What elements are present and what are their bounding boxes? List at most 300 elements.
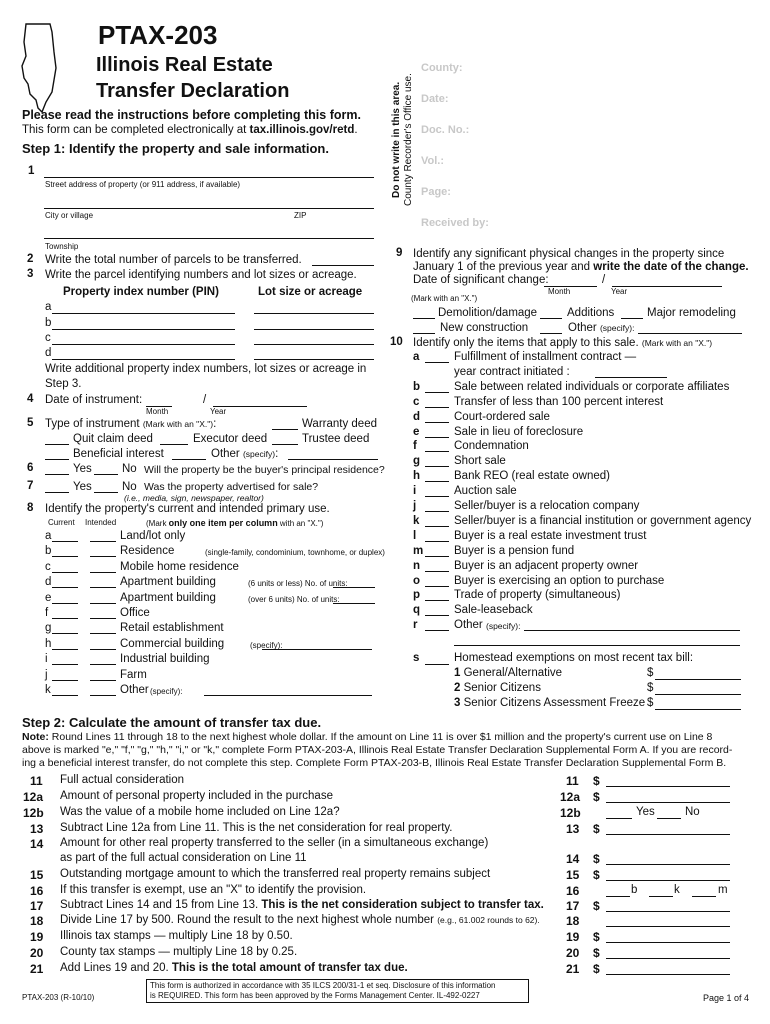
step2-line-ref: 11 xyxy=(566,774,579,788)
line7-question: Was the property advertised for sale? xyxy=(144,481,319,493)
step2-dollar-sign: $ xyxy=(593,868,600,882)
step2-dollar-sign: $ xyxy=(593,852,600,866)
use-intended-h[interactable] xyxy=(90,649,116,650)
use-field-h[interactable] xyxy=(262,649,372,650)
trustee-deed-checkbox[interactable] xyxy=(272,444,298,445)
step2-amount-field[interactable] xyxy=(606,834,730,835)
exemption-dollar-3: $ xyxy=(647,697,654,709)
line8-text: Identify the property's current and intended primary use. xyxy=(45,503,330,515)
item-label-e: Sale in lieu of foreclosure xyxy=(454,426,584,438)
line7-yes-label: Yes xyxy=(73,481,92,493)
illinois-map-icon xyxy=(20,22,60,114)
electronic-suffix: . xyxy=(354,124,358,136)
recorder-received-by: Received by: xyxy=(421,217,489,229)
line5-text xyxy=(45,418,216,430)
step2-dollar-sign: $ xyxy=(593,822,600,836)
step2-line-label: Outstanding mortgage amount to which the transferred real property remains subject xyxy=(60,868,491,880)
step2-line-text xyxy=(60,962,408,974)
mobile-home-no-label: No xyxy=(685,806,700,818)
use-current-j[interactable] xyxy=(52,680,78,681)
recorder-county: County: xyxy=(421,62,463,74)
line10-text xyxy=(413,337,712,349)
lot-size-header: Lot size or acreage xyxy=(258,286,363,298)
item-r-field-2[interactable] xyxy=(454,645,740,646)
step2-line-label: as part of the full actual consideration on Line 11 xyxy=(60,852,307,864)
demolition-checkbox[interactable] xyxy=(413,318,435,319)
mobile-home-yes-checkbox[interactable] xyxy=(606,818,632,819)
step2-line-number: 20 xyxy=(30,946,44,960)
step2-line-number: 21 xyxy=(30,962,44,976)
use-intended-i[interactable] xyxy=(90,664,116,665)
use-letter-k: k xyxy=(45,684,51,696)
line10-mark-note: (Mark with an "X.") xyxy=(641,338,713,348)
pin-d-field[interactable] xyxy=(52,359,235,360)
lot-d-field[interactable] xyxy=(254,359,374,360)
step2-amount-field[interactable] xyxy=(606,880,730,881)
use-label-e: Apartment building xyxy=(120,592,216,604)
contract-year-field[interactable] xyxy=(595,377,667,378)
step2-line-text xyxy=(60,790,333,802)
exemption-number: 3 xyxy=(454,697,461,709)
use-letter-g: g xyxy=(45,622,52,634)
beneficial-interest-checkbox[interactable] xyxy=(45,459,69,460)
item-label-c: Transfer of less than 100 percent interest xyxy=(454,396,664,408)
item-label-k: Seller/buyer is a financial institution or government agency xyxy=(454,515,752,527)
exempt-k-checkbox[interactable] xyxy=(649,896,673,897)
line4-number: 4 xyxy=(27,393,34,405)
line8-mark-pre: (Mark xyxy=(146,519,169,528)
exemption-number: 2 xyxy=(454,682,461,694)
additional-pins-1: Write additional property index numbers, lot sizes or acreage in xyxy=(45,363,367,375)
step2-line-number: 17 xyxy=(30,899,44,913)
use-intended-c[interactable] xyxy=(90,572,116,573)
exemption-number: 1 xyxy=(454,667,461,679)
use-intended-j[interactable] xyxy=(90,680,116,681)
use-label-h: Commercial building xyxy=(120,638,225,650)
step2-line-ref: 12a xyxy=(560,790,581,804)
step2-note-1 xyxy=(22,731,712,743)
step2-line-label: County tax stamps — multiply Line 18 by 0.25. xyxy=(60,946,298,958)
pin-letter-a: a xyxy=(45,301,52,313)
lot-b-field[interactable] xyxy=(254,329,374,330)
item-checkbox-f[interactable] xyxy=(425,451,449,452)
line5-colon: : xyxy=(213,418,217,430)
line2-text: Write the total number of parcels to be transferred. xyxy=(45,254,302,266)
item-checkbox-b[interactable] xyxy=(425,392,449,393)
step2-line-ref: 20 xyxy=(566,946,580,960)
use-intended-a[interactable] xyxy=(90,541,116,542)
step2-line-ref: 18 xyxy=(566,914,580,928)
quit-claim-checkbox[interactable] xyxy=(45,444,69,445)
line6-yes-checkbox[interactable] xyxy=(45,474,69,475)
line3-text: Write the parcel identifying numbers and lot sizes or acreage. xyxy=(45,269,357,281)
street-address-field[interactable] xyxy=(44,177,374,178)
item-checkbox-q[interactable] xyxy=(425,615,449,616)
use-current-e[interactable] xyxy=(52,603,78,604)
pin-header: Property index number (PIN) xyxy=(63,286,219,298)
use-intended-f[interactable] xyxy=(90,618,116,619)
line7-yes-checkbox[interactable] xyxy=(45,492,69,493)
line8-mark-post: with an "X.") xyxy=(277,519,324,528)
item-checkbox-r[interactable] xyxy=(425,630,449,631)
step2-line-text xyxy=(60,837,488,849)
line3-number: 3 xyxy=(27,268,34,280)
step2-note-label: Note: xyxy=(22,731,49,743)
exemption-amount-1[interactable] xyxy=(655,679,741,680)
use-note-b: (single-family, condominium, townhome, or duplex) xyxy=(205,548,385,557)
item-checkbox-e[interactable] xyxy=(425,437,449,438)
step2-line-label: Illinois tax stamps — multiply Line 18 by 0.50. xyxy=(60,930,293,942)
parcel-count-field[interactable] xyxy=(312,265,374,266)
other-instrument-colon: : xyxy=(275,448,279,460)
step2-line-number: 15 xyxy=(30,868,44,882)
recorder-vol: Vol.: xyxy=(421,155,445,167)
use-label-d: Apartment building xyxy=(120,576,216,588)
instrument-month-caption: Month xyxy=(146,407,169,416)
use-field-k[interactable] xyxy=(204,695,372,696)
use-letter-c: c xyxy=(45,561,51,573)
item-label-o: Buyer is exercising an option to purchase xyxy=(454,575,665,587)
step2-line-text xyxy=(60,868,490,880)
line6-no-label: No xyxy=(122,463,137,475)
other-change-text: Other xyxy=(568,322,597,334)
other-instrument-field[interactable] xyxy=(288,459,378,460)
item-letter-a: a xyxy=(413,351,420,363)
item-letter-n: n xyxy=(413,560,421,572)
warranty-deed-checkbox[interactable] xyxy=(272,429,298,430)
step2-line-ref: 13 xyxy=(566,822,580,836)
line9-text-1: Identify any significant physical changes in the property since xyxy=(413,248,725,260)
use-current-c[interactable] xyxy=(52,572,78,573)
intended-header: Intended xyxy=(85,518,117,527)
step2-dollar-sign: $ xyxy=(593,962,600,976)
form-revision: PTAX-203 (R-10/10) xyxy=(22,993,95,1002)
item-letter-b: b xyxy=(413,381,421,393)
step2-line-number: 12b xyxy=(23,806,44,820)
step2-amount-field[interactable] xyxy=(606,802,730,803)
step2-line-number: 19 xyxy=(30,930,44,944)
step2-line-label: Full actual consideration xyxy=(60,774,185,786)
step2-line-ref: 19 xyxy=(566,930,580,944)
use-label-c: Mobile home residence xyxy=(120,561,239,573)
step2-line-ref: 15 xyxy=(566,868,580,882)
step2-line-bold: This is the total amount of transfer tax due. xyxy=(171,962,408,974)
use-label-a: Land/lot only xyxy=(120,530,186,542)
step2-line-text xyxy=(60,930,293,942)
other-instrument-text: Other xyxy=(211,448,240,460)
item-label-m: Buyer is a pension fund xyxy=(454,545,575,557)
use-letter-a: a xyxy=(45,530,52,542)
item-checkbox-j[interactable] xyxy=(425,511,449,512)
line8-mark-note xyxy=(146,518,323,528)
change-year-field[interactable] xyxy=(612,286,722,287)
remodeling-checkbox[interactable] xyxy=(621,318,643,319)
step2-line-text xyxy=(60,899,544,911)
line10-label: Identify only the items that apply to this sale. xyxy=(413,337,639,349)
step2-amount-field[interactable] xyxy=(606,864,730,865)
step2-line-label: Amount for other real property transferred to the seller (in a simultaneous exchange) xyxy=(60,837,489,849)
step2-line-text xyxy=(60,852,307,864)
use-label-k: Other xyxy=(120,684,149,696)
item-checkbox-d[interactable] xyxy=(425,422,449,423)
pin-b-field[interactable] xyxy=(52,329,235,330)
line5-label: Type of instrument xyxy=(45,418,140,430)
line10-number: 10 xyxy=(390,336,403,348)
other-instrument-specify: (specify) xyxy=(242,449,276,459)
use-letter-d: d xyxy=(45,576,52,588)
item-label-p: Trade of property (simultaneous) xyxy=(454,589,621,601)
item-checkbox-c[interactable] xyxy=(425,407,449,408)
executor-deed-checkbox[interactable] xyxy=(160,444,188,445)
beneficial-interest-label: Beneficial interest xyxy=(73,448,164,460)
step2-heading: Step 2: Calculate the amount of transfer tax due. xyxy=(22,715,322,730)
pin-letter-c: c xyxy=(45,332,51,344)
use-intended-g[interactable] xyxy=(90,633,116,634)
step2-line-ref: 16 xyxy=(566,884,580,898)
line1-number: 1 xyxy=(28,165,35,177)
step2-line-ref: 17 xyxy=(566,899,580,913)
item-checkbox-k[interactable] xyxy=(425,526,449,527)
use-intended-e[interactable] xyxy=(90,603,116,604)
step2-dollar-sign: $ xyxy=(593,899,600,913)
use-label-g: Retail establishment xyxy=(120,622,224,634)
line4-text: Date of instrument: xyxy=(45,394,143,406)
use-note-e: (over 6 units) No. of units: xyxy=(248,595,340,604)
exemption-label: Senior Citizens xyxy=(463,682,541,694)
other-change-checkbox[interactable] xyxy=(540,333,562,334)
other-change-specify: (specify): xyxy=(599,323,635,333)
step2-amount-field[interactable] xyxy=(606,942,730,943)
step2-line-label: Was the value of a mobile home included on Line 12a? xyxy=(60,806,340,818)
use-current-h[interactable] xyxy=(52,649,78,650)
item-r-specify: (specify): xyxy=(486,621,521,631)
step2-amount-field[interactable] xyxy=(606,974,730,975)
item-label-d: Court-ordered sale xyxy=(454,411,550,423)
item-label-r: Other xyxy=(454,619,483,631)
step2-amount-field[interactable] xyxy=(606,926,730,927)
item-label-g: Short sale xyxy=(454,455,506,467)
step2-line-ref: 14 xyxy=(566,852,580,866)
item-letter-e: e xyxy=(413,426,420,438)
step2-line-number: 16 xyxy=(30,884,44,898)
use-current-b[interactable] xyxy=(52,556,78,557)
step2-line-text xyxy=(60,806,340,818)
use-intended-k[interactable] xyxy=(90,695,116,696)
use-current-i[interactable] xyxy=(52,664,78,665)
item-letter-i: i xyxy=(413,485,417,497)
pin-c-field[interactable] xyxy=(52,344,235,345)
step2-note-text-1: Round Lines 11 through 18 to the next highest whole dollar. If the amount on Line 11 is over $1 million and the property's current use on Line 8 xyxy=(51,731,713,743)
use-letter-e: e xyxy=(45,592,52,604)
form-title-line2: Transfer Declaration xyxy=(96,80,290,102)
step2-line-text xyxy=(60,884,366,896)
step2-line-bold: This is the net consideration subject to transfer tax. xyxy=(261,899,544,911)
item-label-j: Seller/buyer is a relocation company xyxy=(454,500,640,512)
use-current-k[interactable] xyxy=(52,695,78,696)
item-letter-r: r xyxy=(413,619,418,631)
additions-checkbox[interactable] xyxy=(540,318,562,319)
lot-c-field[interactable] xyxy=(254,344,374,345)
item-checkbox-g[interactable] xyxy=(425,466,449,467)
item-checkbox-a[interactable] xyxy=(425,362,449,363)
use-field-e[interactable] xyxy=(333,603,375,604)
item-label-h: Bank REO (real estate owned) xyxy=(454,470,610,482)
city-caption: City or village xyxy=(45,211,94,220)
use-label-f: Office xyxy=(120,607,150,619)
form-id: PTAX-203 xyxy=(98,20,218,50)
item-r-field[interactable] xyxy=(524,630,740,631)
line5-number: 5 xyxy=(27,417,34,429)
use-letter-f: f xyxy=(45,607,49,619)
step2-line-number: 11 xyxy=(30,774,43,788)
line6-number: 6 xyxy=(27,462,34,474)
other-instrument-checkbox[interactable] xyxy=(172,459,206,460)
page-number: Page 1 of 4 xyxy=(703,993,750,1003)
use-note-h: (specify): xyxy=(250,641,283,650)
item-checkbox-h[interactable] xyxy=(425,481,449,482)
electronic-prefix: This form can be completed electronically at xyxy=(22,124,250,136)
use-letter-b: b xyxy=(45,545,52,557)
trustee-deed-label: Trustee deed xyxy=(302,433,370,445)
lot-a-field[interactable] xyxy=(254,313,374,314)
demolition-label: Demolition/damage xyxy=(438,307,538,319)
use-label-i: Industrial building xyxy=(120,653,210,665)
step2-line-text xyxy=(60,946,297,958)
step2-line-label: Add Lines 19 and 20. xyxy=(60,962,172,974)
exempt-b-label: b xyxy=(631,884,638,896)
use-letter-j: j xyxy=(45,669,48,681)
township-field[interactable] xyxy=(44,238,374,239)
step2-line-ref: 21 xyxy=(566,962,580,976)
item-checkbox-m[interactable] xyxy=(425,556,449,557)
item-checkbox-p[interactable] xyxy=(425,600,449,601)
use-note-k: (specify): xyxy=(150,687,183,696)
city-zip-field[interactable] xyxy=(44,208,374,209)
line6-yes-label: Yes xyxy=(73,463,92,475)
exemption-3 xyxy=(454,697,645,709)
step2-note-2: above is marked "e," "f," "g," "h," "i," or "k," complete Form PTAX-203-A, Illinois Real Estate Transfer Declaration Supplemental Form A. If you are record- xyxy=(22,744,733,756)
step2-line-number: 13 xyxy=(30,822,44,836)
instrument-year-field[interactable] xyxy=(213,406,307,407)
item-checkbox-o[interactable] xyxy=(425,586,449,587)
zip-caption: ZIP xyxy=(294,211,307,220)
additional-pins-2: Step 3. xyxy=(45,378,82,390)
line7-number: 7 xyxy=(27,480,34,492)
quit-claim-label: Quit claim deed xyxy=(73,433,153,445)
line5-mark-note: (Mark with an "X.") xyxy=(142,419,214,429)
step2-line-text xyxy=(60,914,540,926)
instrument-year-caption: Year xyxy=(210,407,227,416)
line7-no-label: No xyxy=(122,481,137,493)
other-instrument-label xyxy=(211,448,278,460)
step2-amount-field[interactable] xyxy=(606,911,730,912)
item-s-letter: s xyxy=(413,652,420,664)
recorder-doc-no: Doc. No.: xyxy=(421,124,470,136)
change-date-slash: / xyxy=(602,274,606,286)
step2-amount-field[interactable] xyxy=(606,958,730,959)
exemption-dollar-2: $ xyxy=(647,682,654,694)
step2-line-label: Amount of personal property included in the purchase xyxy=(60,790,333,802)
line2-number: 2 xyxy=(27,253,34,265)
item-checkbox-l[interactable] xyxy=(425,541,449,542)
step2-line-number: 18 xyxy=(30,914,44,928)
item-s-checkbox[interactable] xyxy=(425,664,449,665)
recorder-date: Date: xyxy=(421,93,449,105)
item-letter-m: m xyxy=(413,545,424,557)
item-label-n: Buyer is an adjacent property owner xyxy=(454,560,639,572)
line7-note: (i.e., media, sign, newspaper, realtor) xyxy=(124,493,264,503)
step2-line-label: Subtract Line 12a from Line 11. This is the net consideration for real property. xyxy=(60,822,453,834)
electronic-notice xyxy=(22,124,358,136)
exemption-2 xyxy=(454,682,541,694)
step2-line-label: Subtract Lines 14 and 15 from Line 13. xyxy=(60,899,262,911)
use-letter-i: i xyxy=(45,653,48,665)
instructions-notice: Please read the instructions before completing this form. xyxy=(22,108,361,122)
new-construction-label: New construction xyxy=(440,322,529,334)
use-field-d[interactable] xyxy=(333,587,375,588)
form-title-line1: Illinois Real Estate xyxy=(96,54,273,76)
step2-line-number: 14 xyxy=(30,837,44,851)
other-change-label xyxy=(568,322,634,334)
item-letter-g: g xyxy=(413,455,421,467)
use-current-d[interactable] xyxy=(52,587,78,588)
current-header: Current xyxy=(48,518,75,527)
use-label-j: Farm xyxy=(120,669,147,681)
electronic-url[interactable]: tax.illinois.gov/retd xyxy=(249,124,355,136)
item-label-a: Fulfillment of installment contract — xyxy=(454,351,637,363)
step2-dollar-sign: $ xyxy=(593,774,600,788)
exempt-m-checkbox[interactable] xyxy=(692,896,716,897)
item-letter-p: p xyxy=(413,589,421,601)
line6-question: Will the property be the buyer's principal residence? xyxy=(144,464,385,476)
item-checkbox-n[interactable] xyxy=(425,571,449,572)
use-intended-b[interactable] xyxy=(90,556,116,557)
pin-a-field[interactable] xyxy=(52,313,235,314)
item-label-i: Auction sale xyxy=(454,485,517,497)
use-intended-d[interactable] xyxy=(90,587,116,588)
use-current-a[interactable] xyxy=(52,541,78,542)
use-current-g[interactable] xyxy=(52,633,78,634)
recorder-page: Page: xyxy=(421,186,451,198)
exemption-dollar-1: $ xyxy=(647,667,654,679)
line6-no-checkbox[interactable] xyxy=(94,474,118,475)
exemption-amount-3[interactable] xyxy=(655,709,741,710)
use-letter-h: h xyxy=(45,638,52,650)
step2-line-label: Divide Line 17 by 500. Round the result to the next highest whole number xyxy=(60,914,438,926)
exemption-amount-2[interactable] xyxy=(655,694,741,695)
step2-dollar-sign: $ xyxy=(593,790,600,804)
item-label-f: Condemnation xyxy=(454,440,529,452)
use-current-f[interactable] xyxy=(52,618,78,619)
other-change-field[interactable] xyxy=(638,333,742,334)
step2-amount-field[interactable] xyxy=(606,786,730,787)
street-caption: Street address of property (or 911 address, if available) xyxy=(45,180,241,189)
item-checkbox-i[interactable] xyxy=(425,496,449,497)
warranty-deed-label: Warranty deed xyxy=(302,418,377,430)
mobile-home-no-checkbox[interactable] xyxy=(657,818,681,819)
exempt-b-checkbox[interactable] xyxy=(606,896,630,897)
line7-no-checkbox[interactable] xyxy=(94,492,118,493)
recorder-note-1: Do not write in this area. xyxy=(391,81,402,198)
item-letter-l: l xyxy=(413,530,417,542)
step2-line-ref: 12b xyxy=(560,806,581,820)
exemption-1 xyxy=(454,667,562,679)
new-construction-checkbox[interactable] xyxy=(413,333,435,334)
line9-date-label: Date of significant change: xyxy=(413,274,549,286)
step2-line-text xyxy=(60,774,184,786)
authorization-box xyxy=(146,979,529,1003)
instrument-date-slash: / xyxy=(203,394,207,406)
